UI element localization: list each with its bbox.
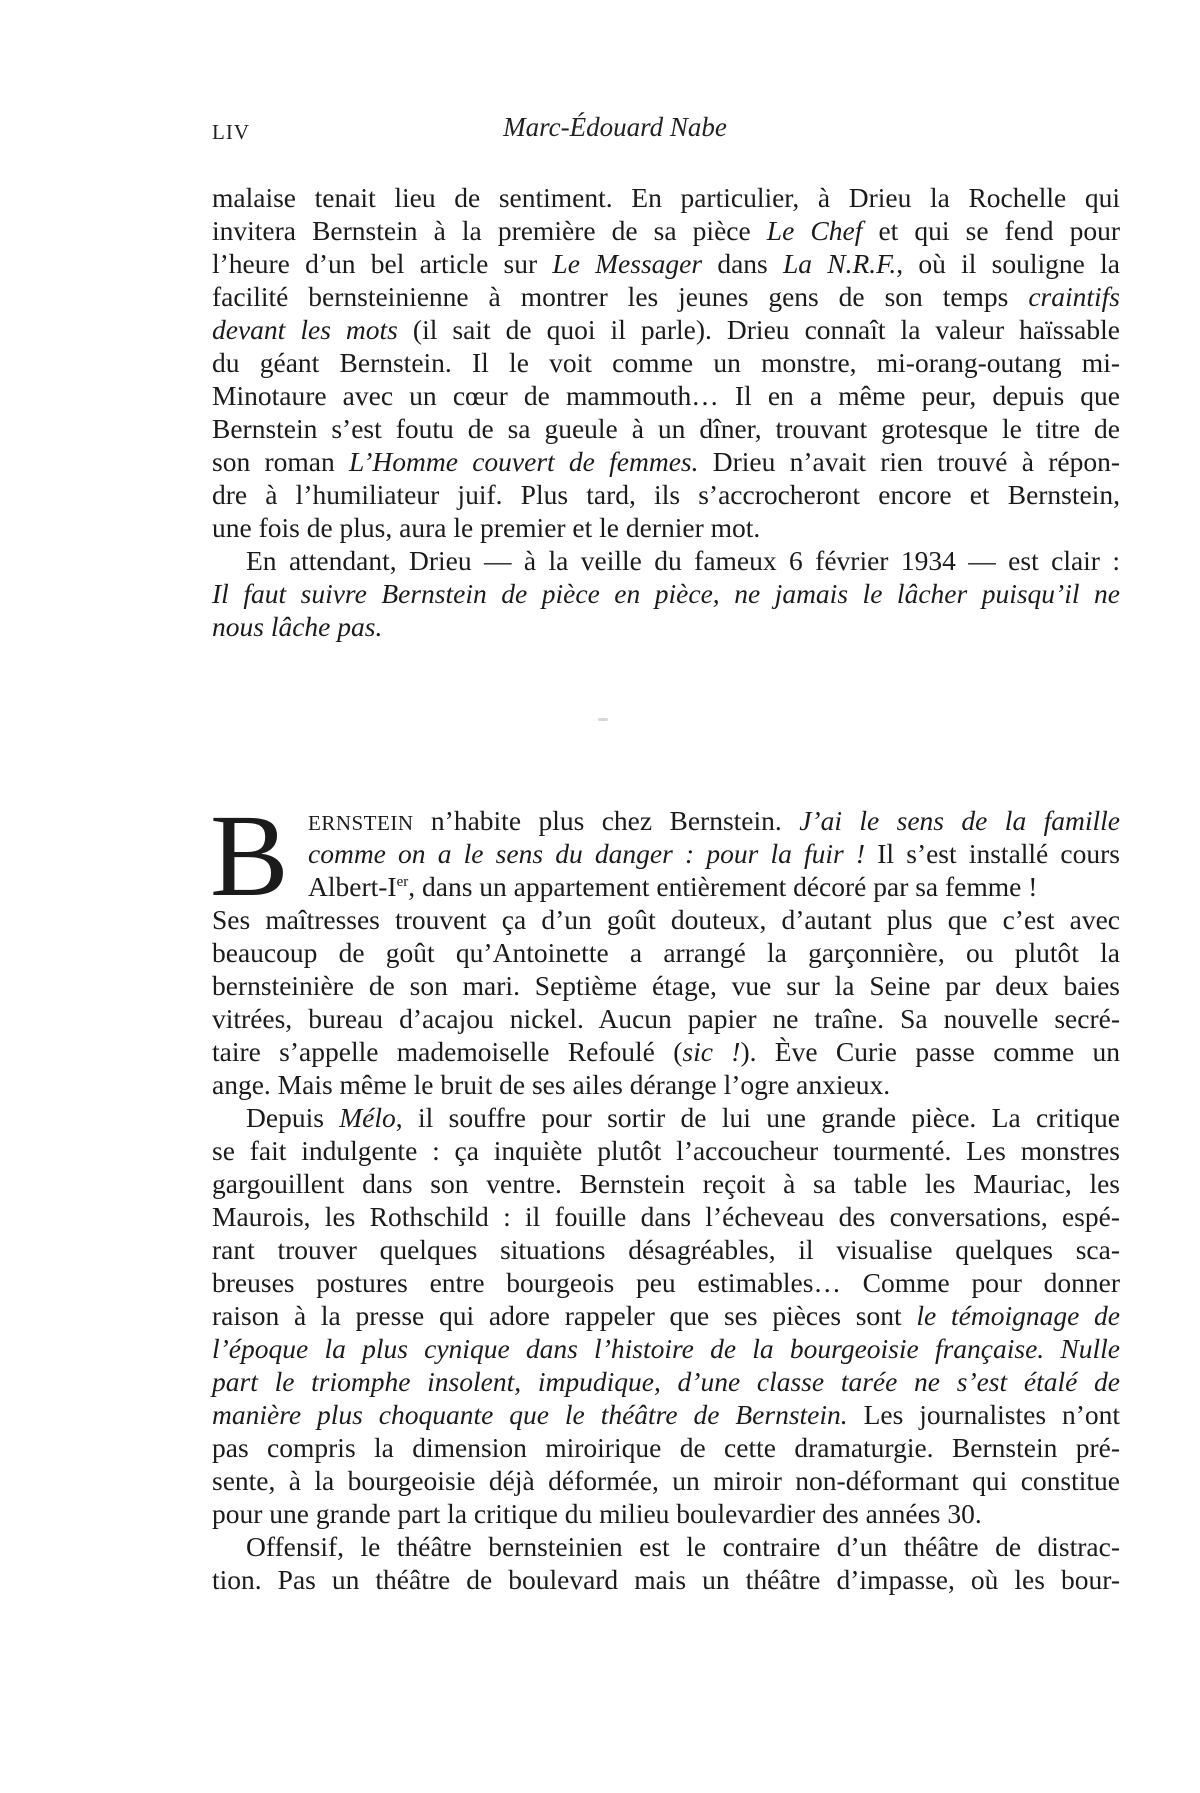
- text-line: [212, 1167, 1120, 1200]
- text-line: [212, 1530, 1120, 1563]
- text-line: [212, 346, 1120, 379]
- text-run: une fois de plus, aura le premier et le dernier mot.: [212, 512, 761, 543]
- text-run: bernsteinière de son mari. Septième étage, vue sur la Seine par deux baies: [212, 970, 1120, 1001]
- italic-run: comme on a le sens du danger : pour la fuir !: [308, 838, 866, 869]
- text-run: dre à l’humiliateur juif. Plus tard, ils s’accrocheront encore et Bernstein,: [212, 479, 1120, 510]
- text-run: tion. Pas un théâtre de boulevard mais un théâtre d’impasse, où les bour-: [212, 1564, 1120, 1595]
- text-line: [212, 280, 1120, 313]
- text-run: Bernstein s’est foutu de sa gueule à un dîner, trouvant grotesque le titre de: [212, 413, 1120, 444]
- text-run: breuses postures entre bourgeois peu estimables… Comme pour donner: [212, 1267, 1120, 1298]
- text-line: [212, 478, 1120, 511]
- text-line: [212, 1101, 1120, 1134]
- text-line: [212, 1002, 1120, 1035]
- text-run: beaucoup de goût qu’Antoinette a arrangé la garçonnière, ou plutôt la: [212, 937, 1120, 968]
- text-line: [212, 181, 1120, 214]
- page-folio: LIV: [212, 120, 250, 144]
- text-line: [212, 870, 1120, 903]
- italic-run: L’Homme couvert de femmes.: [348, 446, 699, 477]
- text-run: taire s’appelle mademoiselle Refoulé (: [212, 1036, 683, 1067]
- text-run: se fait indulgente : ça inquiète plutôt l’accoucheur tourmenté. Les monstres: [212, 1135, 1120, 1166]
- italic-run: l’époque la plus cynique dans l’histoire de la bourgeoisie française. Nulle: [212, 1333, 1120, 1364]
- italic-run: Il faut suivre Bernstein de pièce en pièce, ne jamais le lâcher puisqu’il ne: [212, 578, 1120, 609]
- text-line: [212, 544, 1120, 577]
- text-line: [212, 445, 1120, 478]
- superscript: er: [396, 873, 409, 890]
- text-run: ). Ève Curie passe comme un: [740, 1036, 1121, 1067]
- text-run: ange. Mais même le bruit de ses ailes dérange l’ogre anxieux.: [212, 1069, 891, 1100]
- text-run: Les journalistes n’ont: [847, 1399, 1121, 1430]
- text-line: [212, 903, 1120, 936]
- text-run: facilité bernsteinienne à montrer les jeunes gens de son temps: [212, 281, 1029, 312]
- paragraph-block-1: [212, 181, 1120, 643]
- text-line: [212, 1431, 1120, 1464]
- italic-run: part le triomphe insolent, impudique, d’une classe tarée ne s’est étalé de: [212, 1366, 1120, 1397]
- text-run: (il sait de quoi il parle). Drieu connaît la valeur haïssable: [397, 314, 1120, 345]
- italic-run: Le Chef: [766, 215, 863, 246]
- text-line: [212, 511, 1120, 544]
- text-line: [212, 1563, 1120, 1596]
- text-run: gargouillent dans son ventre. Bernstein reçoit à sa table les Mauriac, les: [212, 1168, 1120, 1199]
- italic-run: le témoignage de: [916, 1300, 1120, 1331]
- text-run: rant trouver quelques situations désagréables, il visualise quelques sca-: [212, 1234, 1120, 1265]
- text-run: Drieu n’avait rien trouvé à répon-: [698, 446, 1120, 477]
- text-line: [212, 379, 1120, 412]
- text-run: son roman: [212, 446, 349, 477]
- text-line: [212, 412, 1120, 445]
- text-run: raison à la presse qui adore rappeler que ses pièces sont: [212, 1300, 917, 1331]
- text-line: [212, 969, 1120, 1002]
- page-mark: [598, 718, 608, 721]
- text-run: Offensif, le théâtre bernsteinien est le contraire d’un théâtre de distrac-: [246, 1531, 1120, 1562]
- text-line: [212, 1464, 1120, 1497]
- text-line: [212, 577, 1120, 610]
- text-line: [212, 837, 1120, 870]
- text-line: [212, 610, 1120, 643]
- italic-run: J’ai le sens de la famille: [799, 805, 1120, 836]
- text-line: [212, 1035, 1120, 1068]
- italic-run: nous lâche pas.: [212, 611, 383, 642]
- text-run: du géant Bernstein. Il le voit comme un monstre, mi-orang-outang mi-: [212, 347, 1120, 378]
- text-line: [212, 214, 1120, 247]
- text-run: , dans un appartement entièrement décoré par sa femme !: [408, 871, 1038, 902]
- italic-run: sic !: [682, 1036, 741, 1067]
- text-run: , il souffre pour sortir de lui une grande pièce. La critique: [395, 1102, 1120, 1133]
- italic-run: Le Messager: [552, 248, 703, 279]
- text-line: [212, 1200, 1120, 1233]
- italic-run: La N.R.F.: [782, 248, 897, 279]
- text-run: invitera Bernstein à la première de sa pièce: [212, 215, 767, 246]
- text-run: n’habite plus chez Bernstein.: [413, 805, 800, 836]
- text-line: [212, 1365, 1120, 1398]
- text-run: Depuis: [246, 1102, 340, 1133]
- text-line: [212, 1497, 1120, 1530]
- italic-run: Mélo: [339, 1102, 396, 1133]
- text-line: [212, 313, 1120, 346]
- italic-run: devant les mots: [212, 314, 398, 345]
- text-run: En attendant, Drieu — à la veille du fameux 6 février 1934 — est clair :: [246, 545, 1120, 576]
- text-line: [212, 936, 1120, 969]
- text-run: dans: [702, 248, 783, 279]
- text-run: Ses maîtresses trouvent ça d’un goût douteux, d’autant plus que c’est avec: [212, 904, 1120, 935]
- italic-run: craintifs: [1028, 281, 1120, 312]
- text-run: sente, à la bourgeoisie déjà déformée, un miroir non-déformant qui constitue: [212, 1465, 1120, 1496]
- text-line: [212, 1068, 1120, 1101]
- text-run: Il s’est installé cours: [865, 838, 1120, 869]
- text-run: malaise tenait lieu de sentiment. En particulier, à Drieu la Rochelle qui: [212, 182, 1120, 213]
- text-line: [212, 1299, 1120, 1332]
- text-line: [212, 804, 1120, 837]
- drop-cap-letter: B: [210, 790, 289, 921]
- text-run: vitrées, bureau d’acajou nickel. Aucun papier ne traîne. Sa nouvelle secré-: [212, 1003, 1120, 1034]
- text-line: [212, 1398, 1120, 1431]
- running-title: Marc-Édouard Nabe: [503, 112, 727, 142]
- text-line: [212, 247, 1120, 280]
- text-run: Albert-I: [308, 871, 397, 902]
- text-line: [212, 1134, 1120, 1167]
- text-run: et qui se fend pour: [862, 215, 1120, 246]
- text-run: pour une grande part la critique du milieu boulevardier des années 30.: [212, 1498, 982, 1529]
- text-run: pas compris la dimension miroirique de cette dramaturgie. Bernstein pré-: [212, 1432, 1120, 1463]
- text-run: Maurois, les Rothschild : il fouille dans l’écheveau des conversations, espé-: [212, 1201, 1120, 1232]
- text-run: Minotaure avec un cœur de mammouth… Il en a même peur, depuis que: [212, 380, 1120, 411]
- italic-run: manière plus choquante que le théâtre de Bernstein.: [212, 1399, 848, 1430]
- text-run: , où il souligne la: [896, 248, 1120, 279]
- text-line: [212, 1332, 1120, 1365]
- text-line: [212, 1266, 1120, 1299]
- text-line: [212, 1233, 1120, 1266]
- text-run: l’heure d’un bel article sur: [212, 248, 553, 279]
- paragraph-block-2: [210, 790, 1121, 1596]
- small-caps-word: ERNSTEIN: [308, 811, 414, 835]
- paragraph-continuation: [212, 903, 1120, 1596]
